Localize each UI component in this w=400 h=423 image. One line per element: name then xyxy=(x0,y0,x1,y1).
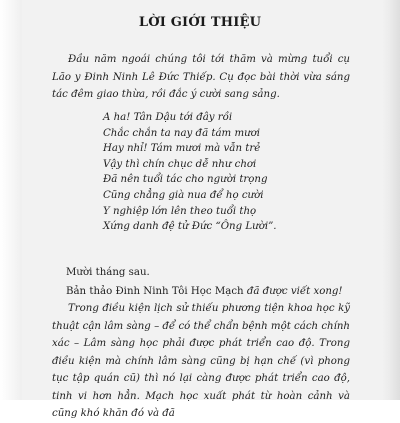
poem-line: Y nghiệp lớn lên theo tuổi thọ xyxy=(103,205,257,217)
scan-edge-left xyxy=(0,0,22,400)
draft-completed-text: đã được viết xong! xyxy=(246,286,343,297)
poem-line: Hay nhỉ! Tám mươi mà vẫn trẻ xyxy=(103,143,261,155)
poem-line: Đã nên tuổi tác cho người trọng xyxy=(103,174,268,186)
page-title: LỜI GIỚI THIỆU xyxy=(138,15,262,30)
poem-line: Chắc chắn ta nay đã tám mươi xyxy=(103,127,261,139)
draft-completed-line xyxy=(66,283,343,301)
months-later-line: Mười tháng sau. xyxy=(66,267,150,278)
intro-paragraph: Đầu năm ngoái chúng tôi tới thăm và mừng tuổi cụ Lão y Đinh Ninh Lê Đức Thiếp. Cụ đọc bài thời vừa sáng tác đêm giao thừa, rồi đắc ý cười sang sảng. xyxy=(52,54,350,100)
poem-line: Vậy thì chín chục dễ như chơi xyxy=(103,158,257,170)
poem xyxy=(103,110,277,235)
body-paragraph: Trong điều kiện lịch sử thiếu phương tiện khoa học kỹ thuật cận lâm sàng – để có thể chẩn bệnh một cách chính xác – Lâm sàng học phải được phát triển cao độ. Trong điều kiện mà chính lâm sàng cũng bị hạn chế (vì phong tục tập quán cũ) thì nó lại càng được phát triển cao độ, tinh vi hơn hẳn. Mạch học xuất phát từ hoàn cảnh và cũng khó khăn đó và đã xyxy=(52,303,350,419)
poem-line: Cũng chẳng già nua để họ cười xyxy=(103,189,264,201)
poem-line: A ha! Tân Dậu tới đây rồi xyxy=(103,112,233,123)
poem-line: Xứng danh đệ tử Đức “Ông Lười”. xyxy=(103,221,277,233)
scan-edge-right xyxy=(382,0,400,400)
draft-title-text: Bản thảo Đinh Ninh Tôi Học Mạch xyxy=(66,286,247,297)
